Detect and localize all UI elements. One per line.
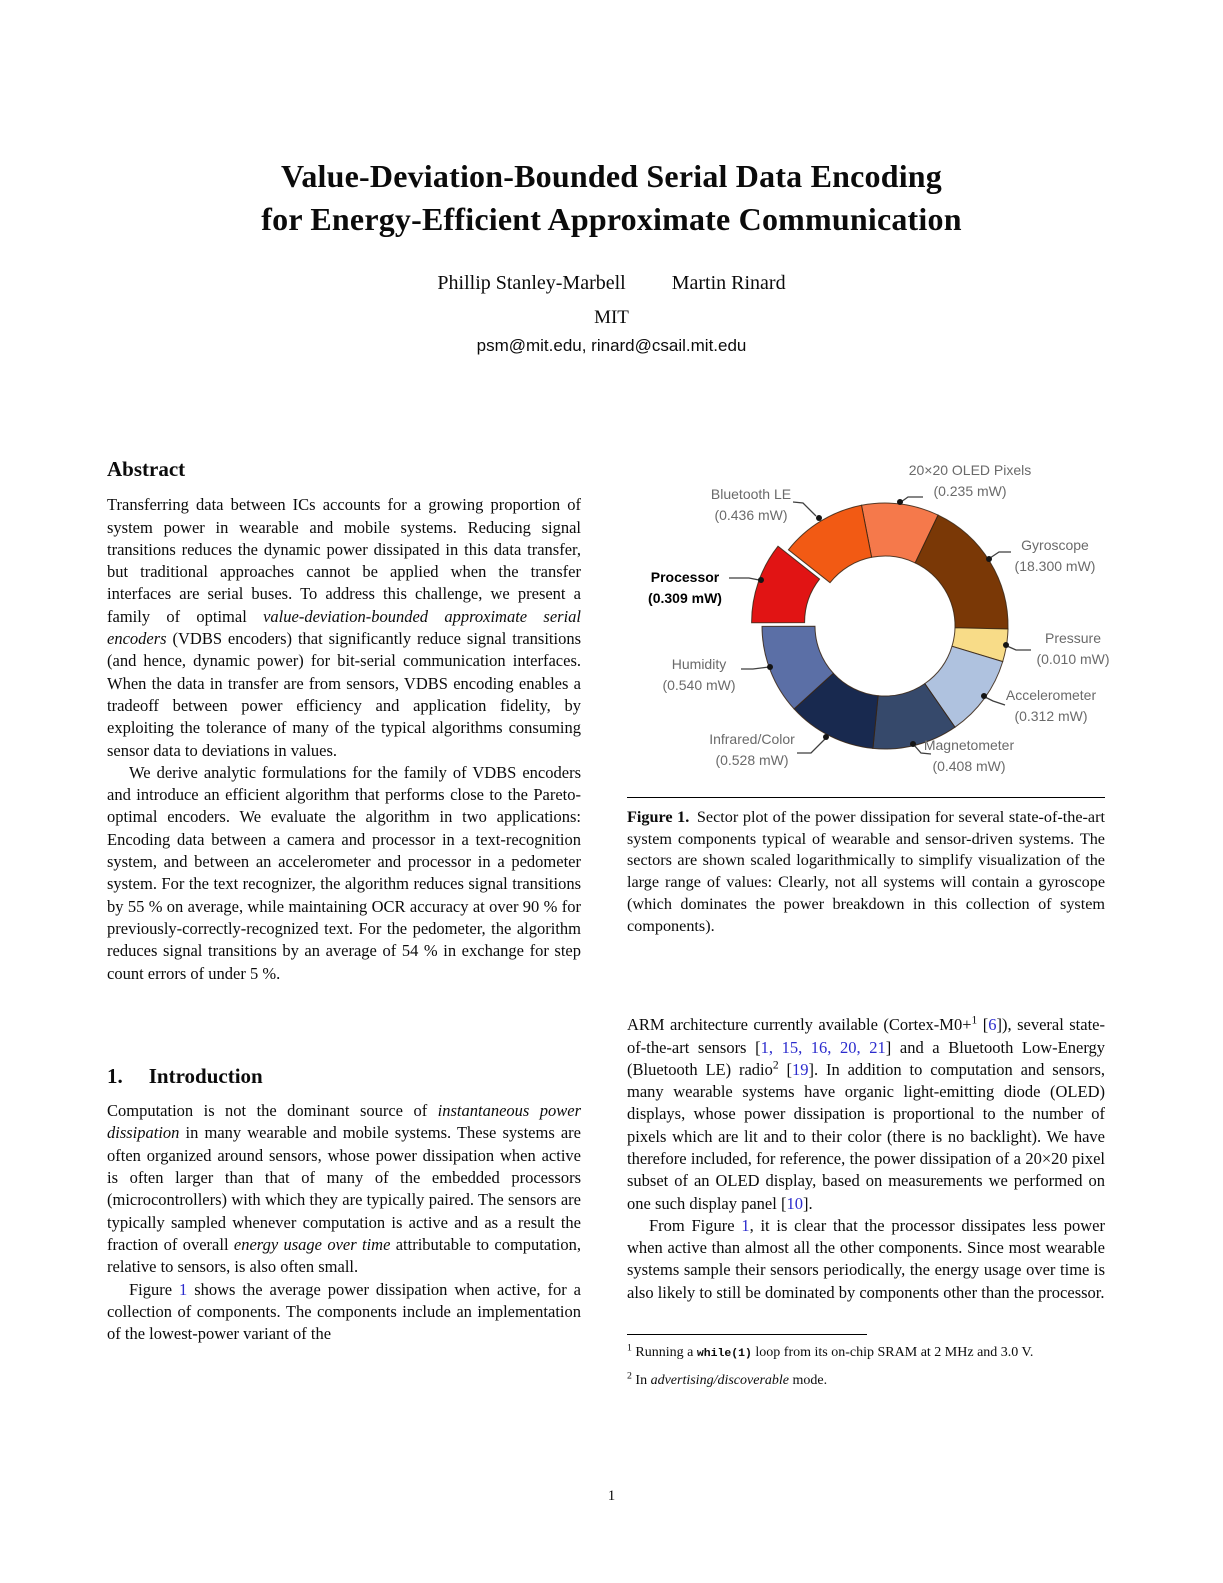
abstract-heading: Abstract xyxy=(107,457,186,481)
footnote-marker: 2 xyxy=(772,1059,779,1072)
citation-link[interactable]: 6 xyxy=(988,1015,997,1035)
citation-link[interactable]: 10 xyxy=(786,1193,803,1213)
footnote-marker: 1 xyxy=(971,1014,978,1027)
text-segment: We derive analytic formulations for the family of VDBS encoders and introduce an efficient algorithm that performs close to the Pareto-optimal encoders. We evaluate the algorithm in two applications: Encoding data between a camera and processor in a text-recognition system, and between an accelerometer and processor in a pedometer system. For the text recognizer, the algorithm reduces signal transitions by 55 % on average, while maintaining OCR accuracy at over 90 % for previously-correctly-recognized text. For the pedometer, the algorithm reduces signal transitions by an average of 54 % in exchange for step count errors of under 5 %. xyxy=(107,762,581,983)
text-segment: attributable to computation, relative to sensors, is also often small. xyxy=(107,1234,581,1277)
chart-label-20-20-oled-pixels xyxy=(882,460,1058,502)
chart-label-value: (0.312 mW) xyxy=(1014,708,1088,724)
chart-label-value: (18.300 mW) xyxy=(1014,558,1096,574)
text-segment: (VDBS encoders) that significantly reduce signal transitions (and hence, dynamic power) for bit-serial communication interfaces. When the data in transfer are from sensors, VDBS encoding enables a tradeoff between power efficiency and application fidelity, by exploiting the tolerance of many of the typical algorithms consuming sensor data to deviations in values. xyxy=(107,629,581,760)
chart-label-magnetometer xyxy=(881,735,1057,777)
citation-link[interactable]: 1 xyxy=(741,1215,750,1235)
text-segment: Sector plot of the power dissipation for several state-of-the-art system components typical of wearable and sensor-driven systems. The sectors are shown scaled logarithmically to simplify visualization of the large range of values: Clearly, not all systems will contain a gyroscope (which dominates the power breakdown in this collection of system components). xyxy=(627,808,1106,935)
author-list xyxy=(0,272,1223,295)
text-segment: In xyxy=(631,1373,651,1389)
chart-label-value: (0.309 mW) xyxy=(648,590,722,606)
text-segment: value-deviation-bounded approximate serial encoders xyxy=(107,606,581,649)
paper-title xyxy=(0,155,1223,241)
chart-label-value: (0.235 mW) xyxy=(933,483,1007,499)
text-segment: ]), several state-of-the-art sensors [ xyxy=(627,1015,1105,1057)
chart-label-name: Bluetooth LE xyxy=(710,486,792,502)
chart-label-pressure xyxy=(985,628,1161,670)
chart-label-infrared-color xyxy=(664,729,840,771)
text-segment: mode. xyxy=(789,1373,828,1389)
text-segment: shows the average power dissipation when active, for a collection of components. The components include an implementation of the lowest-power variant of the xyxy=(107,1279,581,1344)
text-segment: Figure 1. xyxy=(627,808,690,826)
chart-label-name: Magnetometer xyxy=(923,737,1015,753)
affiliation: MIT xyxy=(594,307,629,328)
text-segment: [ xyxy=(977,1015,989,1035)
text-segment: energy usage over time xyxy=(233,1234,391,1254)
text-segment: instantaneous power dissipation xyxy=(107,1101,582,1143)
chart-label-gyroscope xyxy=(967,535,1143,577)
chart-label-processor xyxy=(597,567,773,609)
paper-header xyxy=(0,155,1223,356)
left-column xyxy=(107,458,581,1345)
author-1: Phillip Stanley-Marbell xyxy=(437,272,626,294)
text-segment: , it is clear that the processor dissipates less power when active than almost all the other components. Since most wearable systems sample their sensors periodically, the energy usage over time is also likely to still be dominated by components other than the processor. xyxy=(627,1215,1105,1302)
author-2: Martin Rinard xyxy=(671,272,786,294)
text-segment: Figure xyxy=(129,1279,180,1299)
inline-code: while(1) xyxy=(696,1347,752,1361)
footnotes xyxy=(627,1334,1105,1390)
citation-link[interactable]: 19 xyxy=(792,1059,809,1079)
chart-label-name: Accelerometer xyxy=(1005,687,1097,703)
chart-label-name: Processor xyxy=(650,569,720,585)
chart-label-value: (0.436 mW) xyxy=(714,507,788,523)
text-segment: Running a xyxy=(631,1345,697,1361)
section-title: Introduction xyxy=(148,1063,263,1088)
body-paragraph-1 xyxy=(627,1014,1105,1215)
text-segment: [ xyxy=(778,1059,793,1079)
footnote-2 xyxy=(627,1371,1105,1390)
chart-label-name: Infrared/Color xyxy=(709,731,795,747)
text-segment: ] and a Bluetooth Low-Energy (Bluetooth LE) radio xyxy=(627,1037,1106,1079)
text-segment: ARM architecture currently available (Cortex-M0+ xyxy=(627,1015,972,1035)
abstract-paragraph-2 xyxy=(107,762,581,985)
section-number: 1. xyxy=(107,1063,123,1088)
chart-label-value: (0.010 mW) xyxy=(1036,651,1110,667)
chart-label-value: (0.408 mW) xyxy=(932,758,1006,774)
chart-label-value: (0.540 mW) xyxy=(662,677,736,693)
text-segment: From Figure xyxy=(649,1215,742,1235)
footnote-marker: 2 xyxy=(627,1370,632,1382)
page-number: 1 xyxy=(607,1488,616,1504)
footnote-rule xyxy=(627,1334,867,1335)
introduction-paragraph-2 xyxy=(107,1279,581,1346)
abstract-paragraph-1 xyxy=(107,494,581,762)
title-line-1: Value-Deviation-Bounded Serial Data Encoding xyxy=(280,158,943,194)
text-segment: Computation is not the dominant source of xyxy=(107,1101,438,1121)
citation-link[interactable]: 1 xyxy=(179,1279,188,1299)
chart-label-name: Humidity xyxy=(671,656,727,672)
footnote-1 xyxy=(627,1343,1105,1363)
right-column xyxy=(627,440,1110,1398)
chart-label-humidity xyxy=(611,654,787,696)
chart-label-name: Pressure xyxy=(1044,630,1102,646)
chart-label-accelerometer xyxy=(963,685,1139,727)
text-segment: in many wearable and mobile systems. These systems are often organized around sensors, whose power dissipation when active is often larger than that of many of the embedded processors (microcontrollers) with which they are typically paired. The sensors are typically sampled whenever computation is active and as a result the fraction of overall xyxy=(107,1123,581,1254)
text-segment: ]. In addition to computation and sensors, many wearable systems have organic light-emitting diode (OLED) displays, whose power dissipation is proportional to the number of pixels which are lit and to their color (there is no backlight). We have therefore included, for reference, the power dissipation of a 20×20 pixel subset of an OLED display, based on measurements we performed on one such display panel [ xyxy=(627,1059,1105,1213)
body-paragraph-2 xyxy=(627,1215,1105,1304)
citation-link[interactable]: 1, 15, 16, 20, 21 xyxy=(760,1037,886,1057)
footnote-marker: 1 xyxy=(627,1342,632,1354)
text-segment: ]. xyxy=(802,1193,813,1213)
text-segment: Transferring data between ICs accounts for a growing proportion of system power in wearable and mobile systems. Reducing signal transitions reduces the dynamic power dissipated in this data transfer, but traditional approaches cannot be applied when the transfer interfaces are serial buses. To address this challenge, we present a family of optimal xyxy=(107,495,581,626)
chart-label-name: 20×20 OLED Pixels xyxy=(908,462,1032,478)
author-emails: psm@mit.edu, rinard@csail.mit.edu xyxy=(476,336,747,355)
introduction-heading xyxy=(107,1065,581,1087)
chart-label-name: Gyroscope xyxy=(1021,537,1089,553)
chart-label-value: (0.528 mW) xyxy=(715,752,789,768)
text-segment: advertising/discoverable xyxy=(650,1373,789,1389)
introduction-paragraph-1 xyxy=(107,1100,581,1278)
chart-label-bluetooth-le xyxy=(663,484,839,526)
figure-1-caption xyxy=(627,797,1105,937)
title-line-2: for Energy-Efficient Approximate Communication xyxy=(261,201,962,237)
figure-1-sector-plot xyxy=(627,440,1110,797)
text-segment: loop from its on-chip SRAM at 2 MHz and 3.0 V. xyxy=(751,1345,1034,1361)
